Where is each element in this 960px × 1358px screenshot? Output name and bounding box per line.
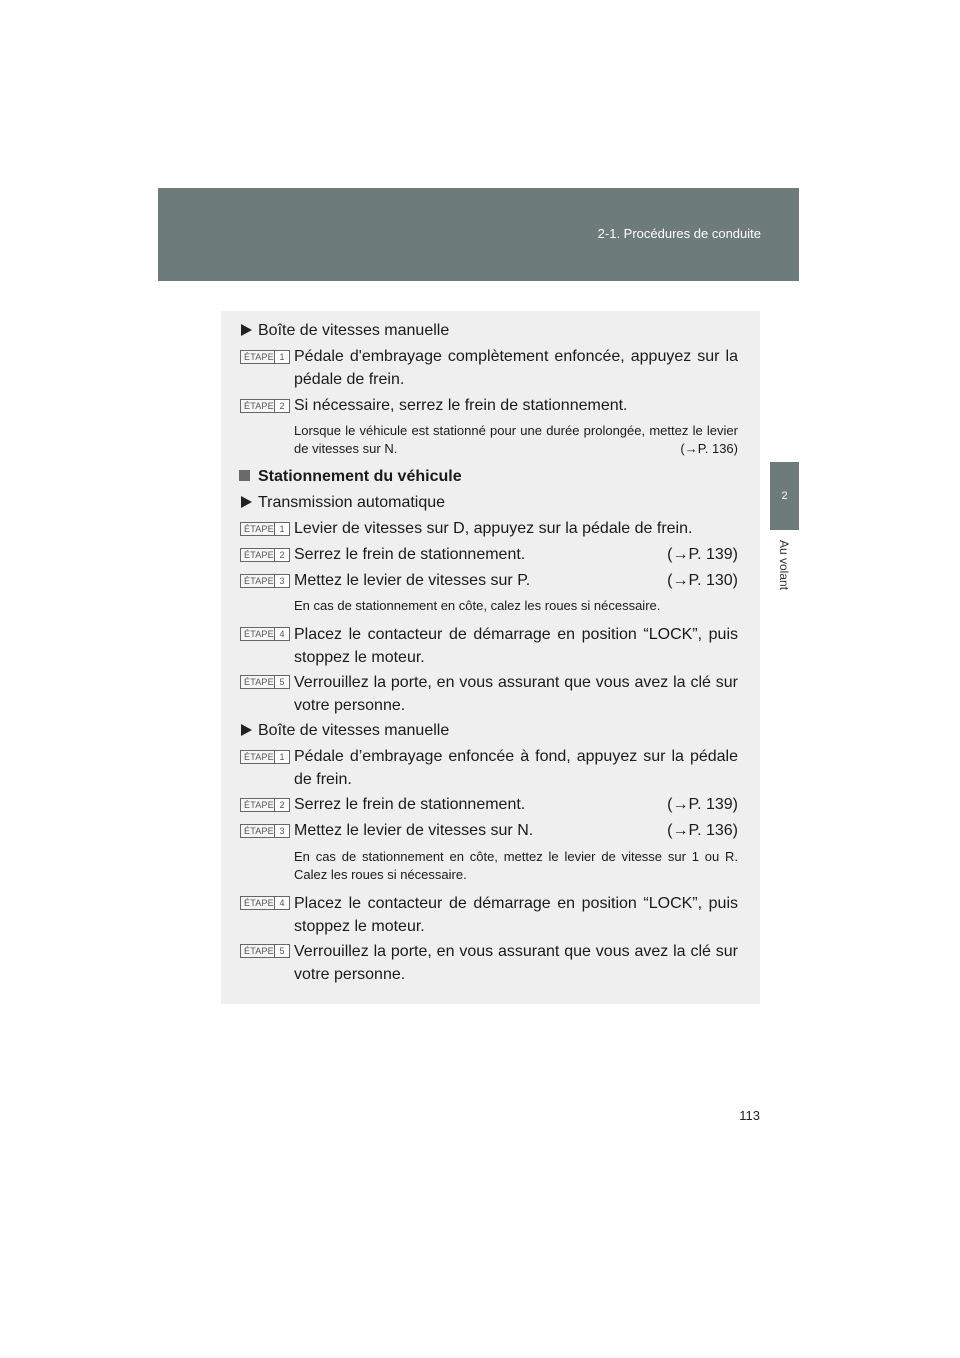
step-badge: ÉTAPE 5 xyxy=(240,675,290,689)
step-badge: ÉTAPE 1 xyxy=(240,750,290,764)
step-badge: ÉTAPE 4 xyxy=(240,627,290,641)
step-badge: ÉTAPE 3 xyxy=(240,824,290,838)
note: En cas de stationnement en côte, calez les roues si nécessaire. xyxy=(294,598,661,613)
automatic-transmission-heading: Transmission automatique xyxy=(241,492,780,514)
page-reference: (→P. 130) xyxy=(667,572,738,589)
step-badge: ÉTAPE 3 xyxy=(240,574,290,588)
manual-gearbox-heading: Boîte de vitesses manuelle xyxy=(241,720,780,742)
step-text: Mettez le levier de vitesses sur N. (→P. 136) xyxy=(294,819,738,842)
note: Lorsque le véhicule est stationné pour une durée prolongée, mettez le levier de vitesses sur N. (→P. 136) xyxy=(294,423,738,456)
step-badge: ÉTAPE 5 xyxy=(240,944,290,958)
manual-gearbox-heading: Boîte de vitesses manuelle xyxy=(241,320,780,342)
content-box xyxy=(221,311,760,1004)
step-badge: ÉTAPE 4 xyxy=(240,896,290,910)
triangle-bullet-icon xyxy=(241,324,252,336)
step-text: Mettez le levier de vitesses sur P. (→P. 130) xyxy=(294,569,738,592)
page-reference: (→P. 136) xyxy=(667,822,738,839)
section-heading: Stationnement du véhicule xyxy=(239,466,778,488)
chapter-number: 2 xyxy=(781,490,788,502)
triangle-bullet-icon xyxy=(241,496,252,508)
page-reference: (→P. 136) xyxy=(680,441,738,456)
section-title: 2-1. Procédures de conduite xyxy=(597,226,761,241)
step-text: Verrouillez la porte, en vous assurant que vous avez la clé sur votre personne. xyxy=(294,943,738,983)
page-reference: (→P. 139) xyxy=(667,796,738,813)
square-bullet-icon xyxy=(239,470,250,481)
page-number: 113 xyxy=(739,1108,760,1123)
step-badge: ÉTAPE 1 xyxy=(240,350,290,364)
step-text: Placez le contacteur de démarrage en position “LOCK”, puis stoppez le moteur. xyxy=(294,626,738,666)
step-text: Serrez le frein de stationnement. (→P. 139) xyxy=(294,543,738,566)
step-text: Si nécessaire, serrez le frein de stationnement. xyxy=(294,397,628,414)
step-text: Serrez le frein de stationnement. (→P. 139) xyxy=(294,793,738,816)
chapter-label: Au volant xyxy=(777,540,791,591)
triangle-bullet-icon xyxy=(241,724,252,736)
step-text: Verrouillez la porte, en vous assurant que vous avez la clé sur votre personne. xyxy=(294,674,738,714)
step-badge: ÉTAPE 2 xyxy=(240,399,290,413)
step-text: Pédale d'embrayage complètement enfoncée, appuyez sur la pédale de frein. xyxy=(294,348,738,388)
step-text: Pédale d’embrayage enfoncée à fond, appuyez sur la pédale de frein. xyxy=(294,748,738,788)
step-badge: ÉTAPE 2 xyxy=(240,548,290,562)
page-reference: (→P. 139) xyxy=(667,546,738,563)
header-band xyxy=(158,188,799,281)
note: En cas de stationnement en côte, mettez le levier de vitesse sur 1 ou R. Calez les roues si nécessaire. xyxy=(294,849,738,882)
step-text: Placez le contacteur de démarrage en position “LOCK”, puis stoppez le moteur. xyxy=(294,895,738,935)
step-text: Levier de vitesses sur D, appuyez sur la pédale de frein. xyxy=(294,520,693,537)
step-badge: ÉTAPE 2 xyxy=(240,798,290,812)
step-badge: ÉTAPE 1 xyxy=(240,522,290,536)
